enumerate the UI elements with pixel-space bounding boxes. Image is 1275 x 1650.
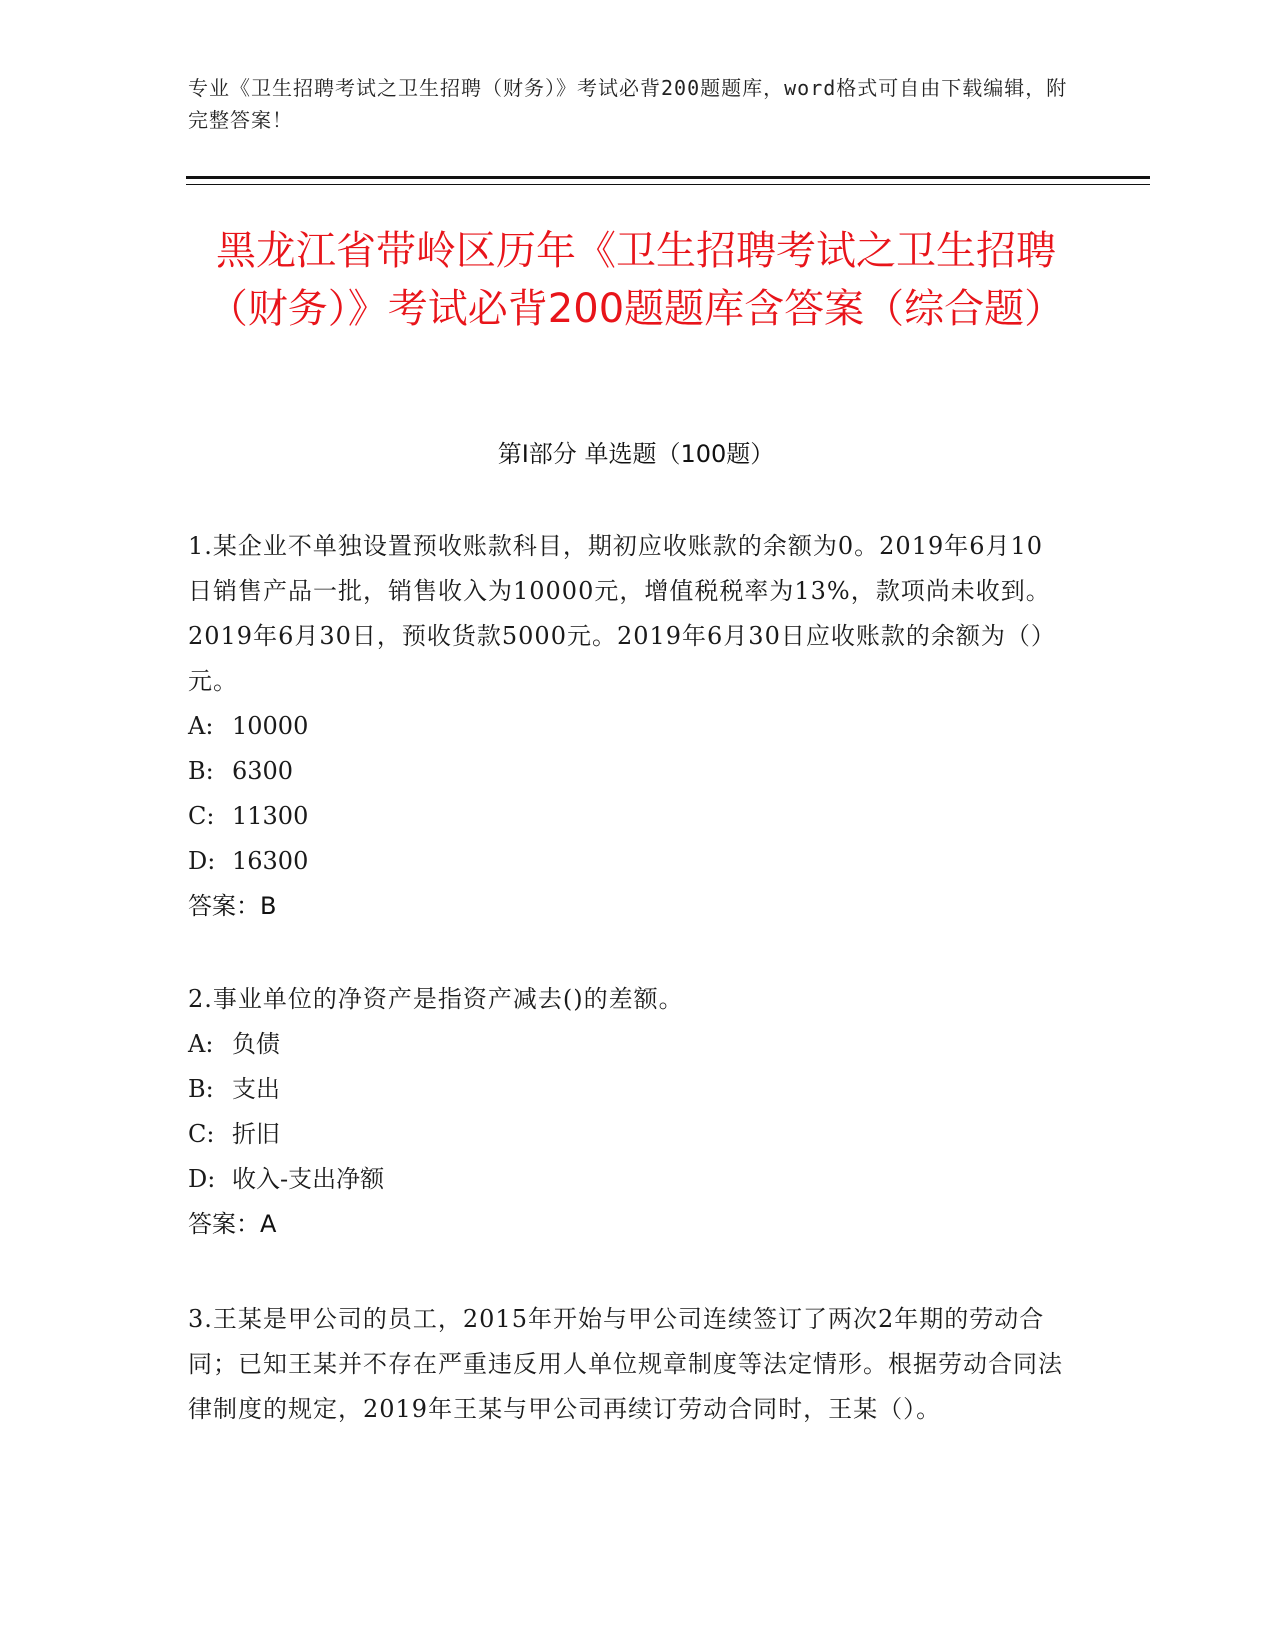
option-a <box>188 1022 1068 1067</box>
option-text: 11300 <box>232 802 309 830</box>
question-stem: 3.王某是甲公司的员工，2015年开始与甲公司连续签订了两次2年期的劳动合同；已知王某并不存在严重违反用人单位规章制度等法定情形。根据劳动合同法律制度的规定，2019年王某与甲公司再续订劳动合同时，王某（）。 <box>188 1305 1063 1423</box>
option-d <box>188 1157 1068 1202</box>
option-text: 10000 <box>232 712 309 740</box>
option-text: 16300 <box>232 847 309 875</box>
option-b <box>188 749 1068 794</box>
header-note: 专业《卫生招聘考试之卫生招聘（财务）》考试必背200题题库，word格式可自由下载编辑，附完整答案！ <box>188 76 1068 132</box>
option-c <box>188 1112 1068 1157</box>
option-key: A: <box>188 712 214 740</box>
option-text: 6300 <box>232 757 294 785</box>
section-heading: 第Ⅰ部分 单选题（100题） <box>497 440 775 468</box>
question-stem: 1.某企业不单独设置预收账款科目，期初应收账款的余额为0。2019年6月10日销售产品一批，销售收入为10000元，增值税税率为13%，款项尚未收到。2019年6月30日，预收货款5000元。2019年6月30日应收账款的余额为（）元。 <box>188 532 1056 695</box>
option-text: 折旧 <box>232 1120 280 1148</box>
question-1 <box>188 524 1068 929</box>
option-text: 收入-支出净额 <box>232 1165 385 1193</box>
option-text: 支出 <box>232 1075 280 1103</box>
header-rule-thin <box>186 184 1150 185</box>
option-c <box>188 794 1068 839</box>
option-text: 负债 <box>232 1030 280 1058</box>
document-title: 黑龙江省带岭区历年《卫生招聘考试之卫生招聘（财务）》考试必背200题题库含答案（综合题） <box>207 228 1065 332</box>
question-3 <box>188 1297 1068 1432</box>
question-stem: 2.事业单位的净资产是指资产减去()的差额。 <box>188 985 684 1013</box>
option-d <box>188 839 1068 884</box>
option-key: D: <box>188 847 216 875</box>
option-key: A: <box>188 1030 214 1058</box>
option-key: D: <box>188 1165 216 1193</box>
option-a <box>188 704 1068 749</box>
answer-line: 答案：B <box>188 892 277 920</box>
option-key: B: <box>188 1075 214 1103</box>
header-rule-thick <box>186 176 1150 179</box>
option-key: C: <box>188 802 215 830</box>
option-key: C: <box>188 1120 215 1148</box>
option-b <box>188 1067 1068 1112</box>
answer-line: 答案：A <box>188 1210 277 1238</box>
question-2 <box>188 977 1068 1247</box>
option-key: B: <box>188 757 214 785</box>
